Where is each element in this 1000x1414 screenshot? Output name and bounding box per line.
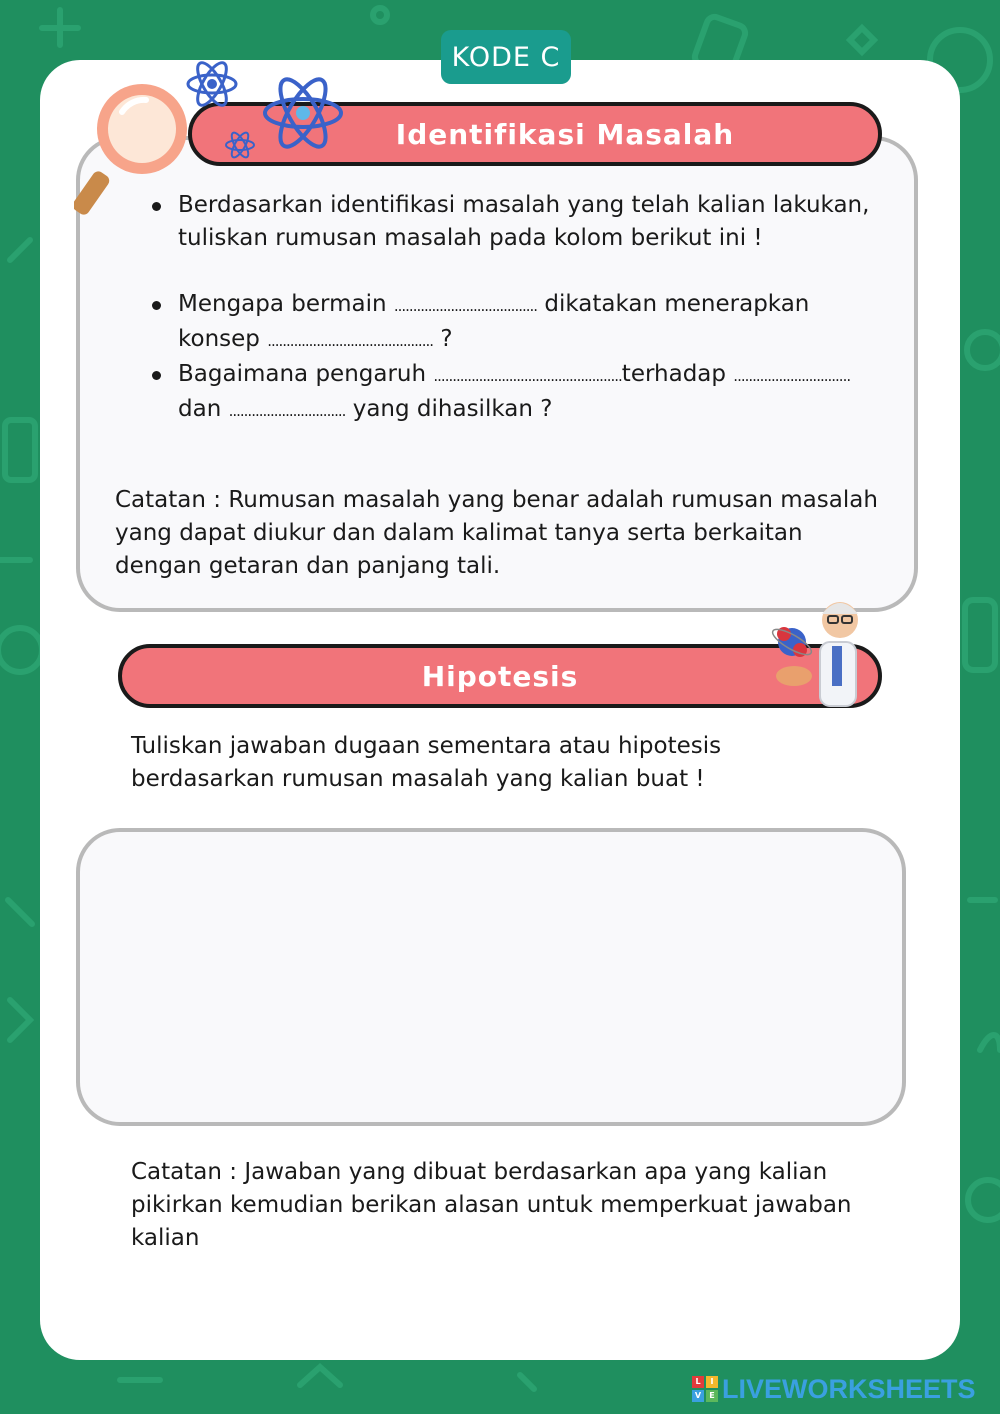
atom-icon	[224, 128, 256, 162]
question-text: dikatakan menerapkan konsep	[178, 291, 810, 352]
question-text: dan	[178, 396, 222, 422]
blank-line[interactable]: ......................................	[393, 297, 538, 315]
atom-icon	[186, 56, 238, 112]
question-item	[146, 288, 886, 358]
blank-line[interactable]: ..................................................	[433, 367, 622, 385]
instruction-item	[146, 189, 886, 255]
question-text: Bagaimana pengaruh	[178, 361, 427, 387]
note-text: Catatan : Jawaban yang dibuat berdasarkan apa yang kalian pikirkan kemudian berikan alasan untuk memperkuat jawaban kalian	[131, 1159, 852, 1251]
hypothesis-instruction: Tuliskan jawaban dugaan sementara atau hipotesis berdasarkan rumusan masalah yang kalian buat !	[131, 733, 722, 792]
blank-line[interactable]: ...............................	[228, 402, 346, 420]
question-item	[146, 358, 886, 428]
question-text: yang dihasilkan ?	[352, 396, 553, 422]
question-text: Mengapa bermain	[178, 291, 387, 317]
instruction-text: Berdasarkan identifikasi masalah yang telah kalian lakukan, tuliskan rumusan masalah pada kolom berikut ini !	[178, 192, 870, 251]
section-title-identifikasi: Identifikasi Masalah	[188, 102, 882, 166]
logo-text: LIVEWORKSHEETS	[722, 1373, 976, 1404]
hypothesis-answer-box[interactable]	[76, 828, 906, 1126]
question-text: ?	[440, 326, 453, 352]
logo-grid-icon: L I V E	[692, 1376, 718, 1402]
section-title-hipotesis: Hipotesis	[118, 644, 882, 708]
question-list	[146, 189, 886, 428]
blank-line[interactable]: ............................................	[267, 332, 433, 350]
atom-icon	[262, 70, 344, 156]
question-text: terhadap	[621, 361, 726, 387]
blank-line[interactable]: ...............................	[733, 367, 851, 385]
code-label: KODE C	[441, 30, 571, 84]
liveworksheets-logo	[692, 1372, 976, 1406]
note-text: Catatan : Rumusan masalah yang benar adalah rumusan masalah yang dapat diukur dan dalam kalimat tanya serta berkaitan dengan getaran dan panjang tali.	[115, 487, 878, 579]
scientist-icon	[770, 590, 870, 710]
